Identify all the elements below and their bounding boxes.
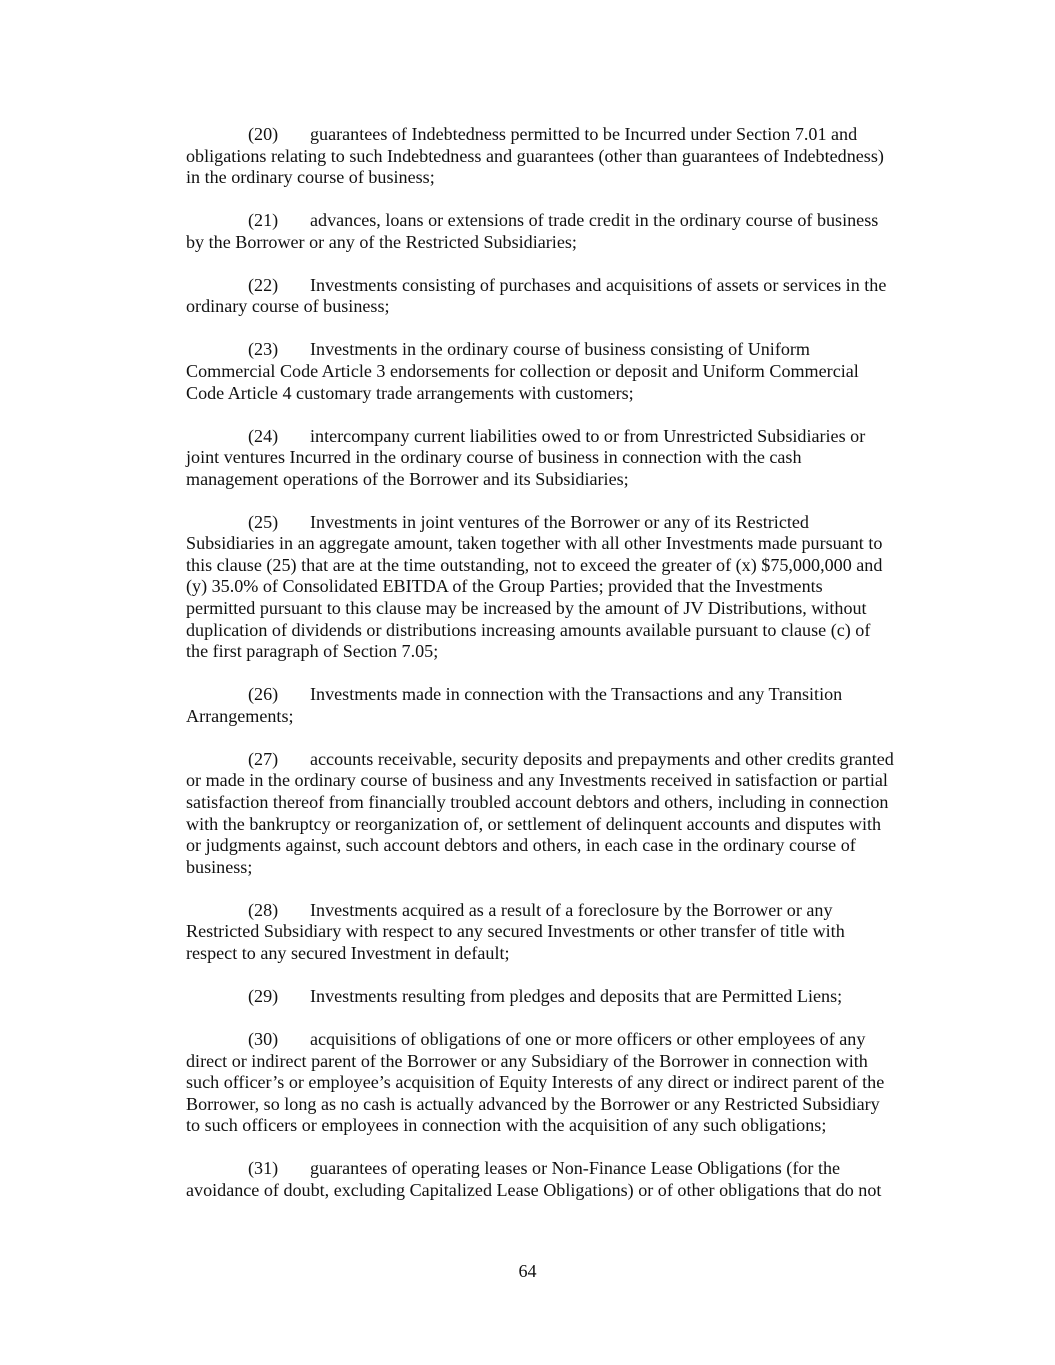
- body-text: [186, 124, 936, 1223]
- clause-number: (26): [248, 684, 279, 705]
- clause-number: (29): [248, 985, 279, 1006]
- clause-text: Investments acquired as a result of a foreclosure by the Borrower or any Restricted Subsidiary with respect to any secured Investments or other transfer of title with respect to any secured Investment in default;: [186, 899, 845, 963]
- clause-30: [186, 1029, 936, 1137]
- clause-text: advances, loans or extensions of trade credit in the ordinary course of business by the Borrower or any of the Restricted Subsidiaries;: [186, 210, 879, 252]
- clause-number: (28): [248, 899, 279, 920]
- clause-27: [186, 749, 936, 879]
- clause-text: Investments in the ordinary course of business consisting of Uniform Commercial Code Article 3 endorsements for collection or deposit and Uniform Commercial Code Article 4 customary trade arrangements with customers;: [186, 339, 859, 403]
- clause-text: guarantees of Indebtedness permitted to be Incurred under Section 7.01 and obligations relating to such Indebtedness and guarantees (other than guarantees of Indebtedness) in the ordinary course of business;: [186, 124, 884, 188]
- clause-text: guarantees of operating leases or Non-Finance Lease Obligations (for the avoidance of doubt, excluding Capitalized Lease Obligations) or of other obligations that do not: [186, 1158, 882, 1200]
- clause-number: (23): [248, 339, 279, 360]
- clause-text: Investments in joint ventures of the Borrower or any of its Restricted Subsidiaries in an aggregate amount, taken together with all other Investments made pursuant to this clause (25) that are at the time outstanding, not to exceed the greater of (x) $75,000,000 and (y) 35.0% of Consolidated EBITDA of the Group Parties; provided that the Investments permitted pursuant to this clause may be increased by the amount of JV Distributions, without duplication of dividends or distributions increasing amounts available pursuant to clause (c) of the first paragraph of Section 7.05;: [186, 511, 883, 662]
- clause-text: Investments made in connection with the Transactions and any Transition Arrangements;: [186, 684, 843, 726]
- clause-31: [186, 1158, 936, 1201]
- clause-number: (20): [248, 124, 279, 144]
- clause-number: (31): [248, 1158, 279, 1179]
- clause-26: [186, 684, 936, 727]
- clause-number: (30): [248, 1028, 279, 1049]
- clause-28: [186, 900, 936, 965]
- clause-24: [186, 426, 936, 491]
- clause-23: [186, 339, 936, 404]
- clause-21: [186, 210, 936, 253]
- clause-number: (27): [248, 748, 279, 769]
- clause-text: intercompany current liabilities owed to or from Unrestricted Subsidiaries or joint ventures Incurred in the ordinary course of business in connection with the cash management operations of the Borrower and its Subsidiaries;: [186, 425, 866, 489]
- clause-29: [186, 986, 936, 1008]
- clause-text: acquisitions of obligations of one or more officers or other employees of any direct or indirect parent of the Borrower or any Subsidiary of the Borrower in connection with such officer’s or employee’s acquisition of Equity Interests of any direct or indirect parent of the Borrower, so long as no cash is actually advanced by the Borrower or any Restricted Subsidiary to such officers or employees in connection with the acquisition of any such obligations;: [186, 1028, 885, 1136]
- clause-number: (24): [248, 425, 279, 446]
- clause-number: (25): [248, 511, 279, 532]
- clause-number: (21): [248, 210, 279, 231]
- clause-text: Investments consisting of purchases and acquisitions of assets or services in the ordinary course of business;: [186, 274, 887, 317]
- clause-20: [186, 124, 936, 189]
- page-number: 64: [518, 1261, 537, 1281]
- clause-25: [186, 512, 936, 663]
- clause-text: Investments resulting from pledges and deposits that are Permitted Liens;: [310, 985, 843, 1006]
- clause-text: accounts receivable, security deposits and prepayments and other credits granted or made in the ordinary course of business and any Investments received in satisfaction or partial satisfaction thereof from financially troubled account debtors and others, including in connection with the bankruptcy or reorganization of, or settlement of delinquent accounts and disputes with or judgments against, such account debtors and others, in each case in the ordinary course of business;: [186, 748, 894, 877]
- clause-22: [186, 275, 936, 318]
- clause-number: (22): [248, 274, 279, 295]
